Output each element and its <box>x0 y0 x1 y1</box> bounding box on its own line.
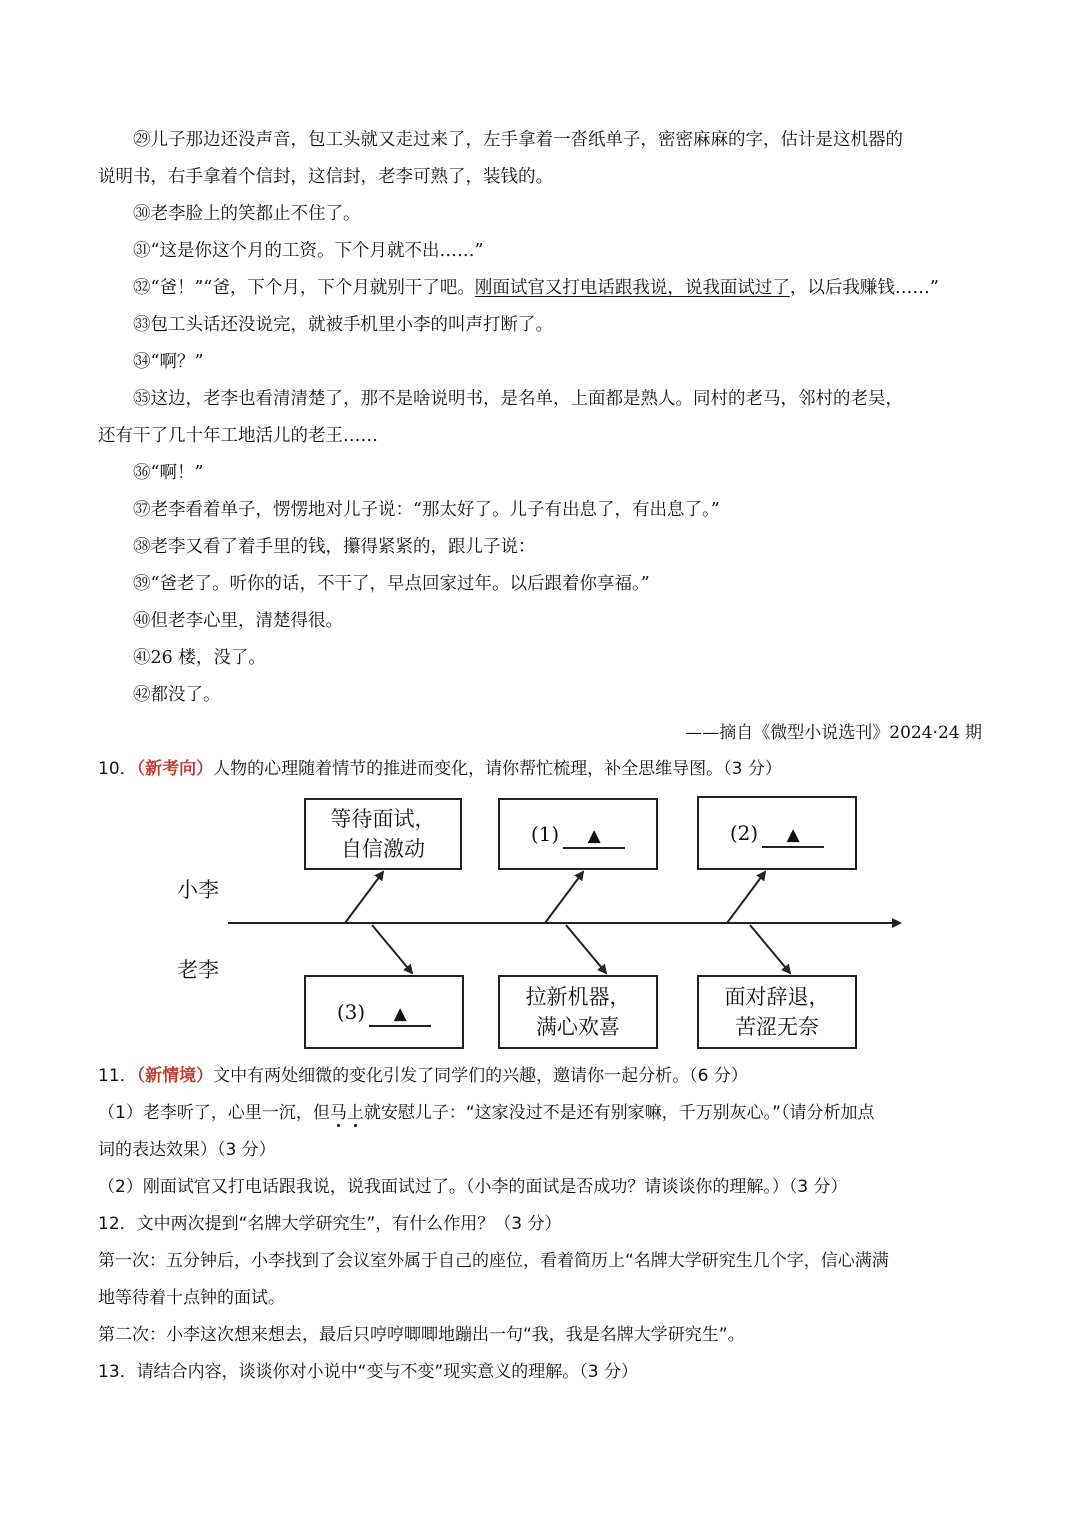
paragraph-29-line2: 说明书，右手拿着个信封，这信封，老李可熟了，装钱的。 <box>98 167 553 187</box>
paragraph-32-start: ㉜“爸！”“爸，下个月，下个月就别干了吧。 <box>133 278 475 298</box>
paragraph-38: ㊳老李又看了着手里的钱，攥得紧紧的，跟儿子说： <box>133 537 536 557</box>
underlined-sentence: 刚面试官又打电话跟我说，说我面试过了 <box>474 278 790 298</box>
paragraph-33: ㉝包工头话还没说完，就被手机里小李的叫声打断了。 <box>133 315 553 335</box>
box-xiaoli-2 <box>498 798 658 870</box>
question-13: 13．请结合内容，谈谈你对小说中“变与不变”现实意义的理解。（3 分） <box>98 1362 638 1382</box>
q11-number: 11． <box>98 1066 137 1086</box>
box-laoli-1 <box>304 975 464 1049</box>
question-12: 12．文中两次提到“名牌大学研究生”，有什么作用？（3 分） <box>98 1214 562 1234</box>
q11-sub1-line1 <box>98 1095 874 1132</box>
box-laoli-3-line2: 苦涩无奈 <box>735 1015 819 1039</box>
blank-2-mark: ▲ <box>762 824 824 848</box>
arrow-bottom-2 <box>566 925 606 973</box>
blank-3-mark: ▲ <box>369 1003 431 1027</box>
q12-first-line2: 地等待着十点钟的面试。 <box>98 1288 285 1308</box>
dotted-char-1: 马 <box>329 1103 347 1123</box>
question-11 <box>98 1058 748 1095</box>
paragraph-34: ㉞“啊？” <box>133 352 204 372</box>
dotted-char-2: 上 <box>346 1103 364 1123</box>
paragraph-35-line2: 还有干了几十年工地活儿的老王…… <box>98 426 378 446</box>
q11-sub1-line2: 词的表达效果）（3 分） <box>98 1140 276 1160</box>
q11-sub2: （2）刚面试官又打电话跟我说，说我面试过了。（小李的面试是否成功？请谈谈你的理解。）（3 分） <box>98 1177 848 1197</box>
paragraph-42: ㊷都没了。 <box>133 685 221 705</box>
label-laoli: 老李 <box>177 958 219 982</box>
box-laoli-3 <box>697 975 857 1049</box>
box-xiaoli-1-line2: 自信激动 <box>341 837 425 861</box>
arrow-bottom-1 <box>372 925 412 973</box>
paragraph-30: ㉚老李脸上的笑都止不住了。 <box>133 204 361 224</box>
arrow-top-3 <box>727 872 765 923</box>
q11-sub1-end: 就安慰儿子：“这家没过不是还有别家嘛，千万别灰心。”（请分析加点 <box>363 1103 875 1123</box>
q10-tag: （新考向） <box>136 759 214 779</box>
box-xiaoli-3 <box>697 796 857 870</box>
q12-first-line1: 第一次：五分钟后，小李找到了会议室外属于自己的座位，看着简历上“名牌大学研究生几个字，信心满满 <box>98 1251 889 1271</box>
paragraph-31: ㉛“这是你这个月的工资。下个月就不出……” <box>133 241 484 261</box>
q11-tag: （新情境） <box>136 1066 214 1086</box>
blank-2-number: (2) <box>729 821 759 845</box>
q11-sub1-start: （1）老李听了，心里一沉，但 <box>98 1103 330 1123</box>
paragraph-41: ㊶26 楼，没了。 <box>133 648 266 668</box>
arrow-bottom-3 <box>750 925 790 973</box>
label-xiaoli: 小李 <box>177 878 219 902</box>
blank-2 <box>730 818 824 848</box>
box-xiaoli-1 <box>304 798 462 870</box>
q10-number: 10． <box>98 759 137 779</box>
blank-3 <box>337 997 431 1027</box>
blank-1 <box>531 819 625 849</box>
arrow-top-1 <box>345 872 383 923</box>
box-laoli-2 <box>498 975 658 1049</box>
source-citation: ——摘自《微型小说选刊》2024·24 期 <box>685 723 982 743</box>
box-xiaoli-1-line1: 等待面试， <box>330 807 436 831</box>
paragraph-32-end: ，以后我赚钱……” <box>789 278 939 298</box>
blank-1-mark: ▲ <box>563 825 625 849</box>
paragraph-35-line1: ㉟这边，老李也看清清楚了，那不是啥说明书，是名单，上面都是熟人。同村的老马，邻村的老吴， <box>133 389 903 409</box>
paragraph-39: ㊴“爸老了。听你的话，不干了，早点回家过年。以后跟着你享福。” <box>133 574 650 594</box>
blank-3-number: (3) <box>336 1000 366 1024</box>
box-laoli-3-line1: 面对辞退， <box>724 985 830 1009</box>
paragraph-29-line1: ㉙儿子那边还没声音，包工头就又走过来了，左手拿着一沓纸单子，密密麻麻的字，估计是这机器的 <box>133 130 903 150</box>
q12-second: 第二次：小李这次想来想去，最后只哼哼唧唧地蹦出一句“我，我是名牌大学研究生”。 <box>98 1325 745 1345</box>
paragraph-40: ㊵但老李心里，清楚得很。 <box>133 611 343 631</box>
q10-text: 人物的心理随着情节的推进而变化，请你帮忙梳理，补全思维导图。（3 分） <box>213 759 782 779</box>
paragraph-36: ㊱“啊！” <box>133 463 204 483</box>
blank-1-number: (1) <box>530 822 560 846</box>
q11-text: 文中有两处细微的变化引发了同学们的兴趣，邀请你一起分析。（6 分） <box>213 1066 748 1086</box>
arrow-top-2 <box>545 872 583 923</box>
box-laoli-2-line1: 拉新机器， <box>525 985 631 1009</box>
box-laoli-2-line2: 满心欢喜 <box>536 1015 620 1039</box>
paragraph-37: ㊲老李看着单子，愣愣地对儿子说：“那太好了。儿子有出息了，有出息了。” <box>133 500 720 520</box>
